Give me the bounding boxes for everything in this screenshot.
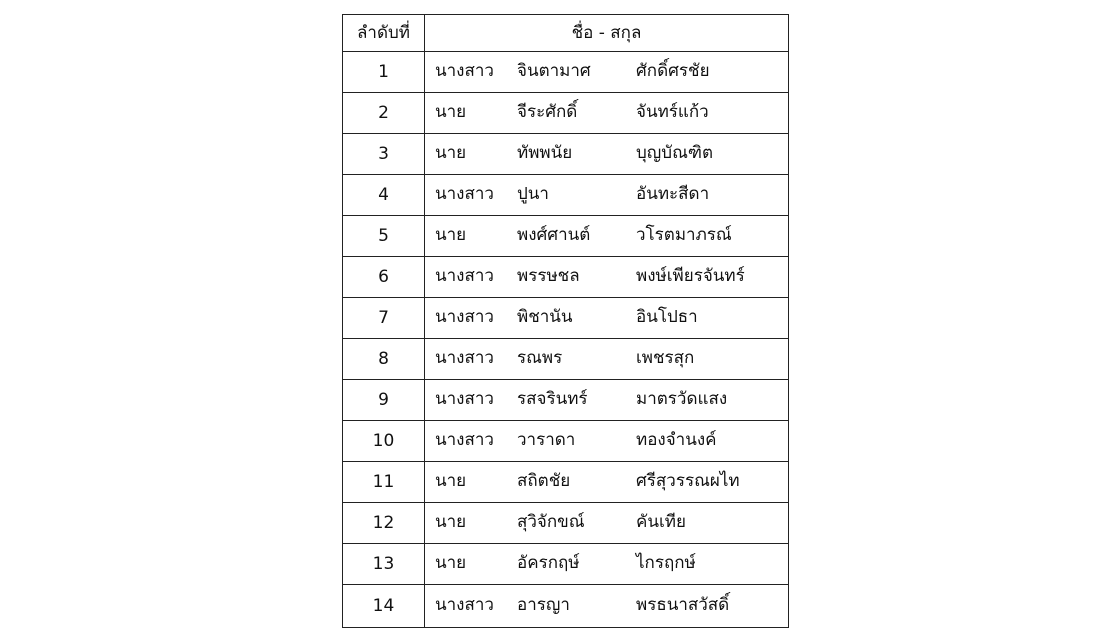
name-title: นาย (435, 470, 467, 491)
order-number: 2 (343, 93, 425, 134)
last-name: ศักดิ์ศรชัย (636, 60, 710, 81)
name-title: นางสาว (435, 306, 494, 327)
order-number: 14 (343, 585, 425, 628)
full-name-cell (425, 421, 789, 462)
last-name: พงษ์เพียรจันทร์ (636, 265, 745, 286)
last-name: ทองจำนงค์ (636, 429, 717, 450)
order-number: 13 (343, 544, 425, 585)
table-row (343, 339, 789, 380)
order-number: 1 (343, 52, 425, 93)
first-name: สถิตชัย (517, 470, 571, 491)
first-name: จีระศักดิ์ (517, 101, 578, 122)
name-title: นาย (435, 511, 467, 532)
last-name: อันทะสีดา (636, 183, 710, 204)
name-title: นางสาว (435, 60, 494, 81)
full-name-cell (425, 339, 789, 380)
table-row (343, 175, 789, 216)
full-name-cell (425, 93, 789, 134)
last-name: วโรตมาภรณ์ (636, 224, 732, 245)
order-number: 7 (343, 298, 425, 339)
table-row (343, 52, 789, 93)
last-name: พรธนาสวัสดิ์ (636, 594, 730, 615)
last-name: ศรีสุวรรณผไท (636, 470, 740, 491)
full-name-cell (425, 298, 789, 339)
table-row (343, 380, 789, 421)
first-name: วาราดา (517, 429, 576, 450)
name-title: นางสาว (435, 594, 494, 615)
order-number: 11 (343, 462, 425, 503)
name-title: นาย (435, 142, 467, 163)
full-name-cell (425, 134, 789, 175)
name-title: นางสาว (435, 347, 494, 368)
name-title: นาย (435, 224, 467, 245)
name-title: นางสาว (435, 265, 494, 286)
full-name-cell (425, 175, 789, 216)
table-body (343, 52, 789, 628)
full-name-cell (425, 462, 789, 503)
first-name: ปูนา (517, 183, 549, 204)
order-number: 9 (343, 380, 425, 421)
order-number: 8 (343, 339, 425, 380)
name-title: นางสาว (435, 183, 494, 204)
name-title: นางสาว (435, 388, 494, 409)
last-name: บุญบัณฑิต (636, 142, 713, 163)
table-row (343, 216, 789, 257)
order-number: 6 (343, 257, 425, 298)
order-number: 4 (343, 175, 425, 216)
table-row (343, 462, 789, 503)
first-name: จินตามาศ (517, 60, 591, 81)
first-name: อัครกฤษ์ (517, 552, 580, 573)
first-name: ทัพพนัย (517, 142, 573, 163)
table-row (343, 421, 789, 462)
order-number: 10 (343, 421, 425, 462)
first-name: รสจรินทร์ (517, 388, 588, 409)
first-name: รณพร (517, 347, 563, 368)
table-row (343, 257, 789, 298)
name-column-header: ชื่อ - สกุล (425, 15, 789, 52)
full-name-cell (425, 585, 789, 628)
name-title: นางสาว (435, 429, 494, 450)
table-row (343, 585, 789, 628)
full-name-cell (425, 52, 789, 93)
name-title: นาย (435, 101, 467, 122)
first-name: พรรษชล (517, 265, 580, 286)
full-name-cell (425, 216, 789, 257)
name-title: นาย (435, 552, 467, 573)
last-name: มาตรวัดแสง (636, 388, 728, 409)
first-name: พิชานัน (517, 306, 573, 327)
last-name: ไกรฤกษ์ (636, 552, 696, 573)
first-name: สุวิจักขณ์ (517, 511, 585, 532)
order-number: 5 (343, 216, 425, 257)
table-row (343, 298, 789, 339)
table-row (343, 93, 789, 134)
last-name: เพชรสุก (636, 347, 695, 368)
last-name: อินโปธา (636, 306, 698, 327)
table-row (343, 503, 789, 544)
full-name-cell (425, 544, 789, 585)
header-row (343, 15, 789, 52)
table-header (343, 15, 789, 52)
last-name: จันทร์แก้ว (636, 101, 709, 122)
table-row (343, 134, 789, 175)
table-row (343, 544, 789, 585)
order-column-header: ลำดับที่ (343, 15, 425, 52)
first-name: อารญา (517, 594, 570, 615)
full-name-cell (425, 503, 789, 544)
order-number: 12 (343, 503, 425, 544)
full-name-cell (425, 380, 789, 421)
last-name: คันเทีย (636, 511, 686, 532)
first-name: พงศ์ศานต์ (517, 224, 591, 245)
order-number: 3 (343, 134, 425, 175)
full-name-cell (425, 257, 789, 298)
name-list-table (342, 14, 789, 628)
